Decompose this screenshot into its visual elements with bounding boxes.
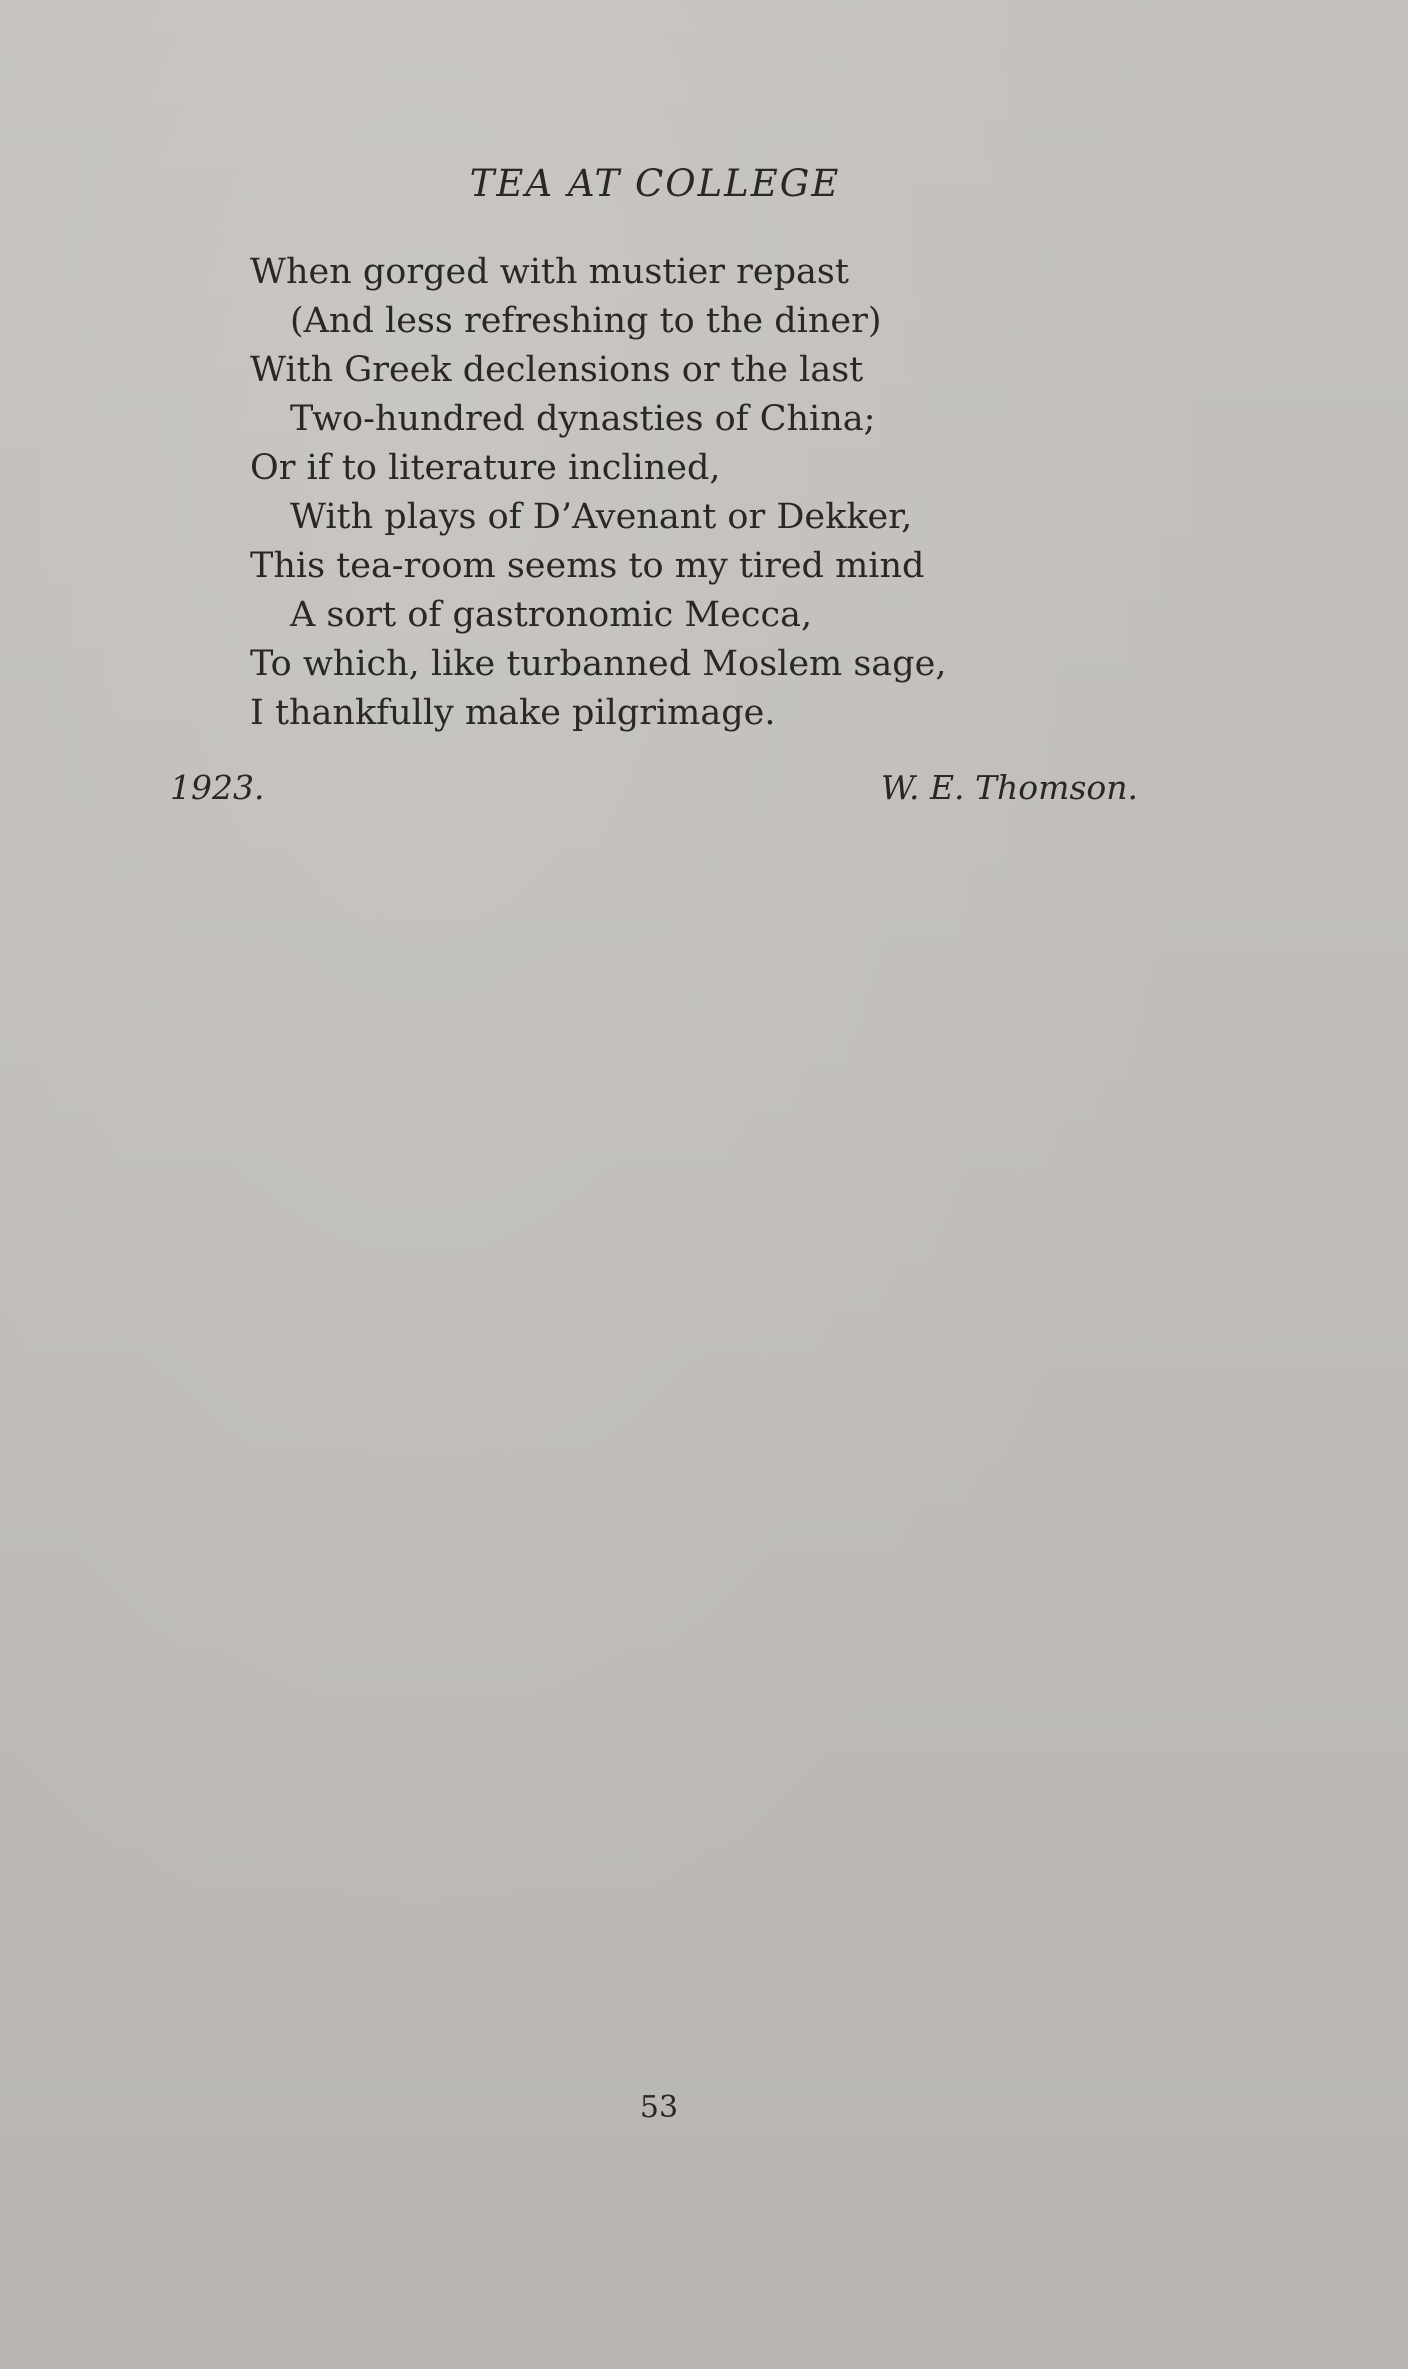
poem-line: (And less refreshing to the diner) — [290, 301, 882, 341]
poem-line: This tea-room seems to my tired mind — [250, 546, 925, 586]
poem-title: TEA AT COLLEGE — [469, 162, 841, 205]
poem-line: I thankfully make pilgrimage. — [250, 693, 776, 733]
poem-body — [250, 248, 946, 738]
poem-line: Two-hundred dynasties of China; — [290, 399, 876, 439]
poem-line: To which, like turbanned Moslem sage, — [250, 644, 947, 684]
poem-author: W. E. Thomson. — [880, 768, 1138, 807]
poem-line: When gorged with mustier repast — [250, 252, 849, 292]
poem-line: A sort of gastronomic Mecca, — [290, 595, 813, 635]
poem-year: 1923. — [170, 768, 265, 807]
poem-line: With Greek declensions or the last — [250, 350, 864, 390]
poem-line: With plays of D’Avenant or Dekker, — [290, 497, 913, 537]
page-number: 53 — [639, 2090, 679, 2125]
poem-line: Or if to literature inclined, — [250, 448, 721, 488]
